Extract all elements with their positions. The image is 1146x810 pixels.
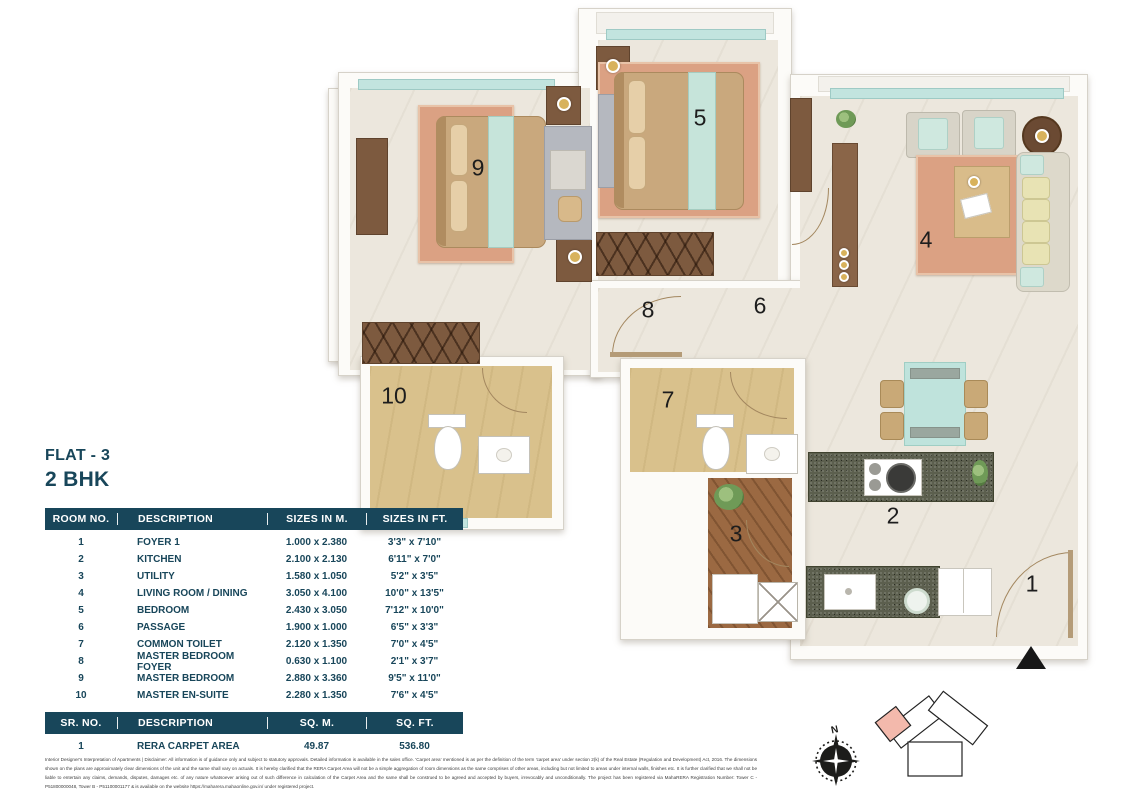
table-cell: 8	[78, 656, 84, 667]
table-cell: MASTER BEDROOM FOYER	[137, 650, 235, 673]
room-label-8: 8	[641, 296, 655, 323]
sofa-seat	[1022, 199, 1050, 221]
dining-bench	[910, 368, 960, 379]
table-row	[45, 585, 463, 602]
table-cell: 2.100 x 2.130	[285, 554, 348, 565]
table-cell: RERA CARPET AREA	[137, 741, 240, 752]
room-label-5: 5	[693, 104, 707, 131]
table-cell: LIVING ROOM / DINING	[137, 588, 248, 599]
bhk-title: 2 BHK	[45, 468, 110, 491]
room-label-7: 7	[661, 386, 675, 413]
column-header: ROOM NO.	[52, 513, 110, 525]
dresser	[356, 138, 388, 235]
table-row	[45, 619, 463, 636]
table-cell: FOYER 1	[137, 537, 180, 548]
table-cell: 6'11" x 7'0"	[388, 554, 441, 565]
table-cell: 7'12" x 10'0"	[385, 605, 444, 616]
bed-headboard	[436, 116, 446, 246]
table-cell: 2'1" x 3'7"	[390, 656, 439, 667]
window-master-bedroom	[358, 79, 555, 90]
table-cell: 2	[78, 554, 84, 565]
table-cell: 10	[75, 690, 87, 701]
key-plan-base	[908, 742, 962, 776]
wardrobe	[596, 232, 714, 276]
basin-bowl-icon	[904, 588, 930, 614]
room-table-header	[45, 508, 463, 530]
table-cell: 1.580 x 1.050	[285, 571, 348, 582]
dining-chair	[964, 380, 988, 408]
door-leaf-master-foyer	[610, 352, 682, 357]
area-table-body	[45, 734, 463, 755]
table-cell: 2.120 x 1.350	[285, 639, 348, 650]
tv-unit	[790, 98, 812, 192]
table-cell: 3	[78, 571, 84, 582]
table-cell: 7'6" x 4'5"	[390, 690, 439, 701]
table-cell: 6	[78, 622, 84, 633]
table-row	[45, 650, 463, 673]
pillow	[628, 80, 646, 134]
bed-runner	[688, 72, 716, 210]
counter-knob-icon	[839, 248, 849, 258]
burner-icon	[869, 463, 881, 475]
service-shaft	[758, 582, 798, 622]
room-label-10: 10	[381, 382, 407, 409]
table-decor-icon	[968, 176, 980, 188]
counter-knob-icon	[839, 260, 849, 270]
side-table-decor-icon	[1035, 129, 1049, 143]
window-living	[830, 88, 1064, 99]
plant-icon	[836, 110, 856, 128]
table-row	[45, 534, 463, 551]
table-cell: MASTER EN-SUITE	[137, 690, 229, 701]
wardrobe	[362, 322, 480, 364]
armchair-cushion	[974, 117, 1004, 149]
table-cell: 1.900 x 1.000	[285, 622, 348, 633]
compass-north-label: N	[830, 724, 840, 737]
dining-chair	[964, 412, 988, 440]
column-header: SQ. M.	[267, 717, 366, 729]
carpet-area-table	[45, 712, 463, 755]
entrance-triangle-icon	[1016, 646, 1046, 669]
pillow	[450, 124, 468, 176]
table-cell: 2.280 x 1.350	[285, 690, 348, 701]
lamp-icon	[606, 59, 620, 73]
washing-machine	[712, 574, 758, 624]
room-size-table	[45, 508, 463, 704]
compass-north-spike	[833, 734, 840, 750]
stool	[558, 196, 582, 222]
column-header: SIZES IN M.	[267, 513, 366, 525]
burner-icon	[869, 479, 881, 491]
table-cell: 1.000 x 2.380	[285, 537, 348, 548]
table-cell: 0.630 x 1.100	[285, 656, 348, 667]
refrigerator	[938, 568, 992, 616]
washbasin	[746, 434, 798, 474]
compass-south-spike	[833, 772, 840, 786]
table-cell: 3.050 x 4.100	[285, 588, 348, 599]
sofa-seat	[1022, 221, 1050, 243]
dining-chair	[880, 380, 904, 408]
table-cell: COMMON TOILET	[137, 639, 222, 650]
column-header: SIZES IN FT.	[366, 513, 463, 525]
table-row	[45, 738, 463, 755]
dining-bench	[910, 427, 960, 438]
table-row	[45, 568, 463, 585]
door-leaf-foyer	[1068, 550, 1073, 638]
armchair-cushion	[918, 118, 948, 150]
bed-runner	[488, 116, 514, 248]
plant-icon	[972, 460, 988, 486]
plant-icon	[714, 484, 744, 510]
room-label-2: 2	[886, 502, 900, 529]
window-bedroom	[606, 29, 766, 40]
table-cell: UTILITY	[137, 571, 175, 582]
table-cell: 3'3" x 7'10"	[387, 537, 442, 548]
table-cell: KITCHEN	[137, 554, 182, 565]
column-header: DESCRIPTION	[117, 513, 267, 525]
table-cell: 9	[78, 673, 84, 684]
table-cell: 5'2" x 3'5"	[390, 571, 439, 582]
room-label-4: 4	[919, 226, 933, 253]
area-table-header	[45, 712, 463, 734]
table-cell: 9'5" x 11'0"	[388, 673, 441, 684]
table-cell: 1	[78, 537, 84, 548]
dining-chair	[880, 412, 904, 440]
table-cell: 2.880 x 3.360	[285, 673, 348, 684]
table-row	[45, 670, 463, 687]
sofa-seat	[1022, 243, 1050, 265]
table-cell: BEDROOM	[137, 605, 190, 616]
room-label-6: 6	[753, 292, 767, 319]
room-label-3: 3	[729, 520, 743, 547]
washbasin	[478, 436, 530, 474]
table-cell: 7	[78, 639, 84, 650]
toilet-wc	[434, 426, 462, 470]
table-cell: MASTER BEDROOM	[137, 673, 235, 684]
key-plan	[868, 680, 1004, 790]
lamp-icon	[568, 250, 582, 264]
flat-title: FLAT - 3	[45, 447, 111, 464]
table-cell: 7'0" x 4'5"	[390, 639, 439, 650]
column-header: SQ. FT.	[366, 717, 463, 729]
column-header: DESCRIPTION	[117, 717, 267, 729]
table-cell: 2.430 x 3.050	[285, 605, 348, 616]
bed-headboard	[614, 72, 624, 208]
table-cell: PASSAGE	[137, 622, 186, 633]
table-row	[45, 602, 463, 619]
table-cell: 6'5" x 3'3"	[390, 622, 439, 633]
pillow	[628, 136, 646, 190]
sofa-pillow	[1020, 155, 1044, 175]
table-cell: 5	[78, 605, 84, 616]
column-header: SR. NO.	[60, 717, 102, 729]
counter-knob-icon	[839, 272, 849, 282]
table-cell: 49.87	[303, 741, 330, 752]
table-row	[45, 551, 463, 568]
room-label-1: 1	[1025, 570, 1039, 597]
room-label-9: 9	[471, 154, 485, 181]
refrigerator-divider	[963, 569, 964, 613]
sofa-seat	[1022, 177, 1050, 199]
room-table-body	[45, 530, 463, 704]
pillow	[450, 180, 468, 232]
table-cell: 4	[78, 588, 84, 599]
table-cell: 10'0" x 13'5"	[385, 588, 444, 599]
compass-rose	[804, 724, 868, 788]
table-row	[45, 687, 463, 704]
table-cell: 1	[78, 741, 84, 752]
lamp-icon	[557, 97, 571, 111]
disclaimer-text: Interior Designer's Interpretation of Apartments | Disclaimer: All information is of guidance only and subject to statutory approvals. Detailed information is available in the sales office. 'Carpet area' mentioned is as per the definition of the term 'carpet area' under section 2(k) of the Real Estate (Regulation and Development) Act, 2016. The dimensions shown on the plans are approximately clear dimensions of the unit and the same shall vary on actuals. It is hereby clarified that the RERA Carpet Area will not be a simple aggregation of room dimensions as the same comprises of other areas, including but not limited to areas under internal walls, finishes etc. It is further clarified that we shall not be liable to entertain any claims, demands, disputes, damages etc. of any nature whatsoever arising out of such difference in calculation of the Carpet Area and the same shall be construed to be agreed and accepted by buyers, irrevocably and unconditionally. The project has been registered via MahaRERA Registration Number: Tower C - P51800000048, Tower B - P51100001177 & is available on the website https://maharera.mahaonline.gov.in/ under registered project.	[45, 757, 757, 789]
sofa-pillow	[1020, 267, 1044, 287]
toilet-wc	[702, 426, 730, 470]
sink-faucet-icon	[845, 588, 852, 595]
burner-icon	[886, 463, 916, 493]
dressing-table	[550, 150, 586, 190]
table-cell: 536.80	[399, 741, 430, 752]
